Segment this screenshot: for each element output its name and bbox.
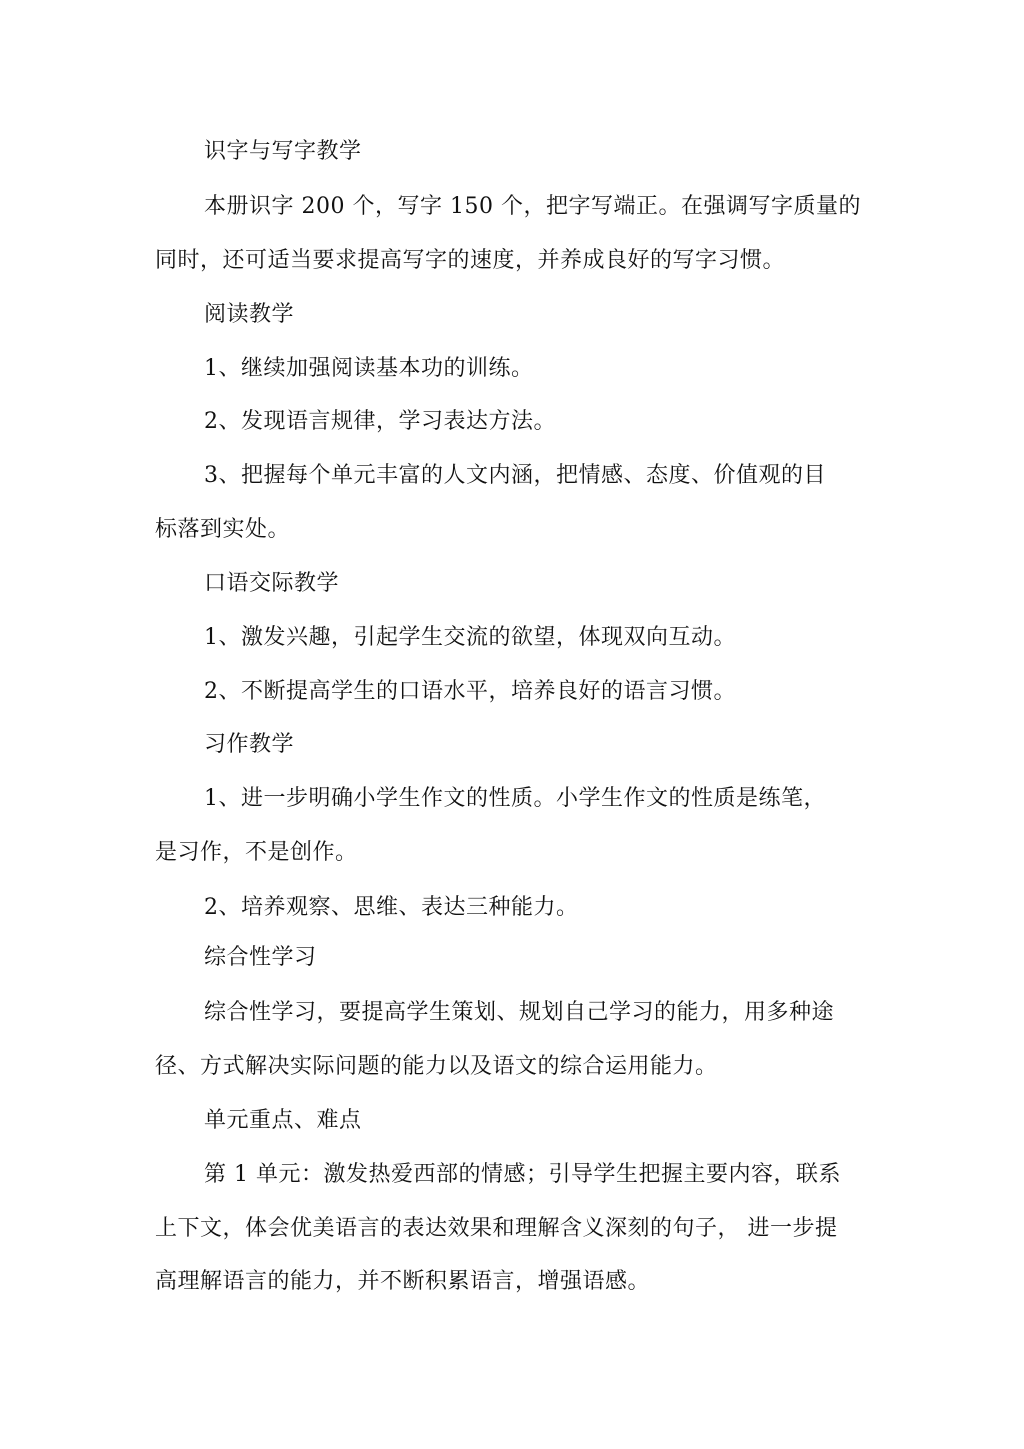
- list-item: 1、继续加强阅读基本功的训练。: [204, 356, 534, 381]
- list-item-continuation: 标落到实处。: [155, 517, 291, 542]
- heading-composition: 习作教学: [204, 732, 295, 757]
- paragraph-line: 高理解语言的能力，并不断积累语言，增强语感。: [155, 1269, 651, 1294]
- paragraph-line: 径、方式解决实际问题的能力以及语文的综合运用能力。: [155, 1054, 718, 1079]
- paragraph-line: 本册识字 200 个，写字 150 个，把字写端正。在强调写字质量的: [204, 194, 861, 219]
- list-item: 2、不断提高学生的口语水平，培养良好的语言习惯。: [204, 679, 736, 704]
- list-item: 3、把握每个单元丰富的人文内涵，把情感、态度、价值观的目: [204, 463, 826, 488]
- list-item: 1、进一步明确小学生作文的性质。小学生作文的性质是练笔，: [204, 786, 826, 811]
- heading-unit-key-points: 单元重点、难点: [204, 1108, 362, 1133]
- paragraph-line: 同时，还可适当要求提高写字的速度，并养成良好的写字习惯。: [155, 248, 786, 273]
- paragraph-line: 第 1 单元：激发热爱西部的情感；引导学生把握主要内容，联系: [204, 1162, 841, 1187]
- list-item-continuation: 是习作，不是创作。: [155, 840, 358, 865]
- heading-reading: 阅读教学: [204, 302, 295, 327]
- list-item: 2、发现语言规律，学习表达方法。: [204, 409, 556, 434]
- heading-oral-communication: 口语交际教学: [204, 571, 340, 596]
- paragraph-line: 综合性学习，要提高学生策划、规划自己学习的能力，用多种途: [204, 1000, 835, 1025]
- paragraph-line: 上下文，体会优美语言的表达效果和理解含义深刻的句子， 进一步提: [155, 1216, 838, 1241]
- heading-comprehensive-learning: 综合性学习: [204, 945, 317, 970]
- list-item: 2、培养观察、思维、表达三种能力。: [204, 895, 579, 920]
- list-item: 1、激发兴趣，引起学生交流的欲望，体现双向互动。: [204, 625, 736, 650]
- heading-literacy-writing: 识字与写字教学: [204, 139, 362, 164]
